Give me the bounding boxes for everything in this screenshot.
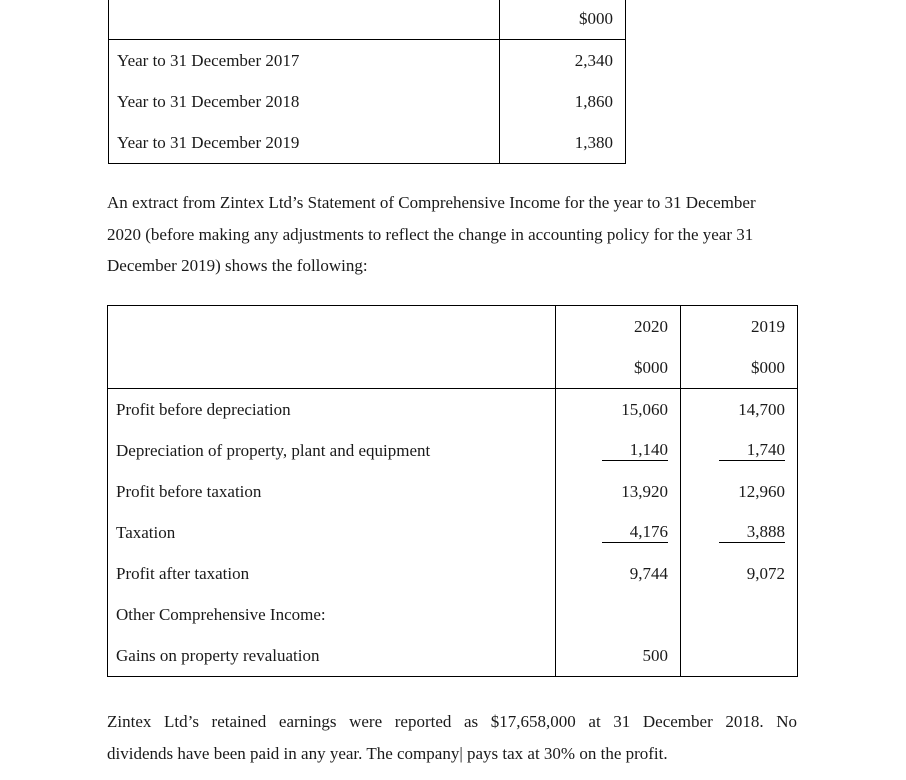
row-label: Year to 31 December 2018 (109, 81, 500, 122)
value-2020: 13,920 (556, 471, 681, 512)
table-row (108, 471, 798, 512)
row-label: Profit after taxation (108, 553, 556, 594)
year-2019-header: 2019 (681, 306, 798, 348)
intro-line-1: An extract from Zintex Ltd’s Statement of Comprehensive Income for the year to 31 December (107, 193, 756, 212)
value-2020 (556, 430, 681, 471)
row-label: Other Comprehensive Income: (108, 594, 556, 635)
value-2019: 14,700 (681, 389, 798, 431)
header-empty-cell (109, 0, 500, 40)
closing-paragraph (107, 706, 797, 769)
closing-line-2: dividends have been paid in any year. The company| pays tax at 30% on the profit. (107, 743, 668, 763)
row-value: 2,340 (500, 40, 626, 82)
income-statement-table (107, 305, 798, 677)
intro-line-2: 2020 (before making any adjustments to reflect the change in accounting policy for the year 31 (107, 224, 754, 244)
row-label: Profit before taxation (108, 471, 556, 512)
table-header-row (109, 0, 626, 40)
row-value: 1,380 (500, 122, 626, 164)
value-2019 (681, 594, 798, 635)
value-2019 (681, 635, 798, 677)
table-row (108, 635, 798, 677)
value-2019: 12,960 (681, 471, 798, 512)
table-row (109, 81, 626, 122)
underlined-value: 1,140 (602, 440, 668, 461)
table-row (109, 40, 626, 82)
value-2020 (556, 594, 681, 635)
underlined-value: 1,740 (719, 440, 785, 461)
header-empty-cell (108, 306, 556, 348)
table-row (108, 430, 798, 471)
table-row (108, 389, 798, 431)
unit-2019-header: $000 (681, 347, 798, 389)
value-2019 (681, 430, 798, 471)
unit-2020-header: $000 (556, 347, 681, 389)
table-row (108, 512, 798, 553)
unit-header: $000 (500, 0, 626, 40)
depreciation-history-table (108, 0, 626, 164)
table-row (108, 594, 798, 635)
table-row (109, 122, 626, 164)
value-2020 (556, 512, 681, 553)
value-2019: 9,072 (681, 553, 798, 594)
table-row (108, 553, 798, 594)
year-header-row (108, 306, 798, 348)
unit-header-row (108, 347, 798, 389)
row-label: Taxation (108, 512, 556, 553)
value-2020: 15,060 (556, 389, 681, 431)
row-label: Depreciation of property, plant and equipment (108, 430, 556, 471)
value-2020: 500 (556, 635, 681, 677)
year-2020-header: 2020 (556, 306, 681, 348)
value-2019 (681, 512, 798, 553)
underlined-value: 4,176 (602, 522, 668, 543)
closing-line-1: Zintex Ltd’s retained earnings were reported as $17,658,000 at 31 December 2018. No (107, 712, 797, 731)
value-2020: 9,744 (556, 553, 681, 594)
row-label: Profit before depreciation (108, 389, 556, 431)
row-label: Gains on property revaluation (108, 635, 556, 677)
intro-line-3: December 2019) shows the following: (107, 256, 368, 275)
header-empty-cell (108, 347, 556, 389)
row-value: 1,860 (500, 81, 626, 122)
row-label: Year to 31 December 2019 (109, 122, 500, 164)
intro-paragraph (107, 187, 797, 282)
underlined-value: 3,888 (719, 522, 785, 543)
row-label: Year to 31 December 2017 (109, 40, 500, 82)
